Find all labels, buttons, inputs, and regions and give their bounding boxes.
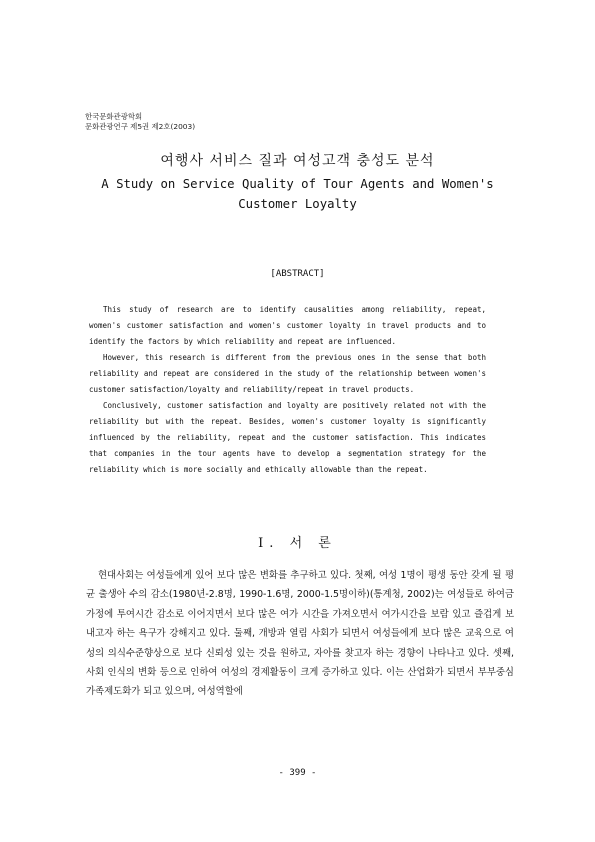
journal-header (85, 112, 195, 132)
section-heading: Ⅰ. 서 론 (258, 536, 337, 551)
abstract-heading: [ABSTRACT] (270, 269, 325, 279)
english-title-line-1: A Study on Service Quality of Tour Agents and Women's (101, 177, 494, 191)
korean-title: 여행사 서비스 질과 여성고객 충성도 분석 (160, 153, 435, 169)
english-title (0, 174, 595, 214)
abstract-paragraph-3: Conclusively, customer satisfaction and loyalty are positively related not with the reliability but with the repeat. Besides, women's customer loyalty is significantly influenced by the reliability, repeat and the customer satisfaction. This indicates that companies in the tour agents have to develop a segmentation strategy for the reliability which is more socially and ethically allowable than the repeat. (89, 401, 486, 474)
abstract-paragraph-2: However, this research is different from the previous ones in the sense that both reliability and repeat are considered in the study of the relationship between women's customer satisfaction/loyalty and reliability/repeat in travel products. (89, 353, 486, 394)
abstract-paragraph-1: This study of research are to identify causalities among reliability, repeat, women's customer satisfaction and women's customer loyalty in travel products and to identify the factors by which reliability and repeat are influenced. (89, 305, 486, 346)
section-body (86, 566, 514, 702)
body-paragraph: 현대사회는 여성들에게 있어 보다 많은 변화를 추구하고 있다. 첫째, 여성 1명이 평생 동안 갖게 될 평균 출생아 수의 감소(1980년-2.8명, 1990-1.6명, 2000-1.5명이하)(통계청, 2002)는 여성들로 하여금 가정에 투여시간 감소로 이어지면서 보다 많은 여가 시간을 가져오면서 여가시간을 보람 있고 즐겁게 보내고자 하는 욕구가 강해지고 있다. 둘째, 개방과 열림 사회가 되면서 여성들에게 보다 많은 교육으로 여성의 의식수준향상으로 보다 신뢰성 있는 것을 원하고, 자아를 찾고자 하는 경향이 나타나고 있다. 셋째, 사회 인식의 변화 등으로 인하여 여성의 경제활동이 크게 증가하고 있다. 이는 산업화가 되면서 부부중심가족제도화가 되고 있으며, 여성역할에 (86, 570, 514, 698)
society-name: 한국문화관광학회 (85, 112, 143, 121)
journal-issue: 문화관광연구 제5권 제2호(2003) (85, 122, 196, 131)
page-number: - 399 - (278, 768, 317, 778)
english-title-line-2: Customer Loyalty (238, 197, 357, 211)
abstract-body (89, 302, 486, 478)
